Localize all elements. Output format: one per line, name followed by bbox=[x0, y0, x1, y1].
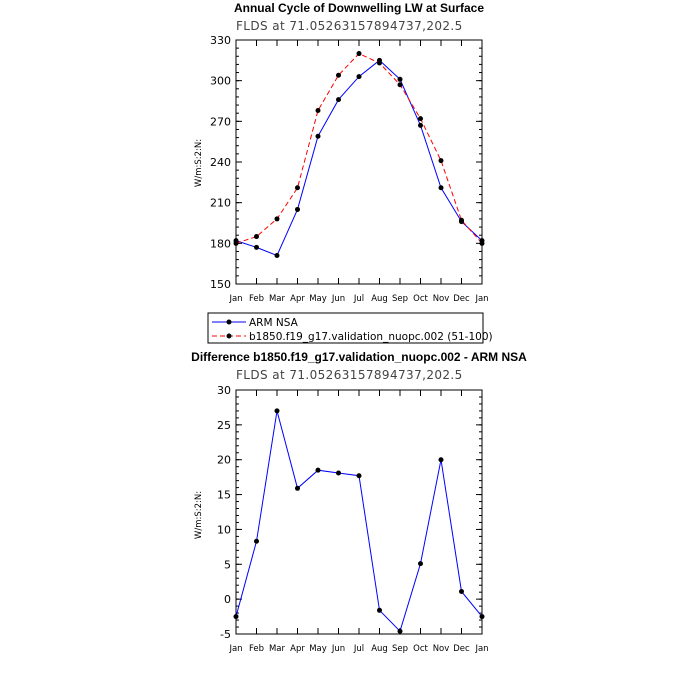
y-tick-label: 210 bbox=[210, 196, 231, 210]
chart-bottom-title: Difference b1850.f19_g17.validation_nuopc.002 - ARM NSA bbox=[191, 350, 527, 364]
series-0-point bbox=[459, 589, 464, 594]
x-tick-label: Apr bbox=[290, 294, 305, 304]
x-tick-label: Dec bbox=[453, 644, 470, 654]
legend-model-marker bbox=[227, 334, 232, 339]
y-tick-label: 25 bbox=[217, 418, 231, 432]
chart-top-ylabel: W/m:S:2:N: bbox=[194, 138, 204, 188]
series-0-point bbox=[357, 473, 362, 478]
series-1-point bbox=[275, 216, 280, 221]
series-1-point bbox=[336, 73, 341, 78]
x-tick-label: Jul bbox=[353, 294, 365, 304]
x-tick-label: Dec bbox=[453, 294, 470, 304]
chart-top-legend bbox=[208, 313, 493, 343]
series-0-point bbox=[316, 468, 321, 473]
x-tick-label: Sep bbox=[391, 294, 409, 304]
y-tick-label: 330 bbox=[210, 34, 231, 47]
x-tick-label: Jun bbox=[331, 294, 346, 304]
x-tick-label: Aug bbox=[371, 294, 388, 304]
chart-top-subtitle: FLDS at 71.05263157894737,202.5 bbox=[236, 19, 463, 33]
x-tick-label: Nov bbox=[432, 294, 450, 304]
series-1-point bbox=[459, 218, 464, 223]
series-1-point bbox=[234, 241, 239, 246]
series-1-point bbox=[316, 108, 321, 113]
series-0-point bbox=[439, 185, 444, 190]
x-tick-label: Mar bbox=[268, 644, 286, 654]
series-0-point bbox=[316, 134, 321, 139]
legend-arm-label: ARM NSA bbox=[249, 317, 298, 329]
x-tick-label: Feb bbox=[248, 644, 265, 654]
series-0-point bbox=[336, 470, 341, 475]
y-tick-label: 20 bbox=[217, 453, 231, 467]
x-tick-label: Oct bbox=[413, 294, 428, 304]
series-0-point bbox=[480, 614, 485, 619]
x-tick-label: Feb bbox=[248, 294, 265, 304]
y-tick-label: 270 bbox=[210, 115, 231, 129]
series-0-point bbox=[275, 253, 280, 258]
y-tick-label: 240 bbox=[210, 156, 231, 169]
series-0-point bbox=[418, 123, 423, 128]
series-line-0 bbox=[236, 60, 482, 255]
x-tick-label: Jan bbox=[475, 644, 489, 654]
series-1-point bbox=[377, 61, 382, 66]
chart-bottom-ylabel: W/m:S:2:N: bbox=[194, 490, 204, 540]
y-tick-label: 0 bbox=[224, 593, 231, 607]
chart-bottom-plot-frame bbox=[236, 390, 482, 634]
series-0-point bbox=[336, 97, 341, 102]
series-0-point bbox=[295, 486, 300, 491]
series-0-point bbox=[234, 614, 239, 619]
series-0-point bbox=[357, 74, 362, 79]
series-1-point bbox=[295, 185, 300, 190]
x-tick-label: Sep bbox=[391, 644, 409, 654]
series-1-point bbox=[439, 158, 444, 163]
x-tick-label: May bbox=[309, 644, 327, 654]
legend-arm-marker bbox=[227, 320, 232, 325]
y-tick-label: 150 bbox=[210, 278, 231, 291]
series-0-point bbox=[275, 408, 280, 413]
legend-model-label: b1850.f19_g17.validation_nuopc.002 (51-100) bbox=[249, 331, 493, 343]
series-1-point bbox=[480, 241, 485, 246]
series-0-point bbox=[254, 539, 259, 544]
series-line-1 bbox=[236, 54, 482, 244]
series-1-point bbox=[398, 82, 403, 87]
series-1-point bbox=[254, 234, 259, 239]
y-tick-label: 15 bbox=[217, 488, 231, 502]
x-tick-label: May bbox=[309, 294, 327, 304]
series-0-point bbox=[439, 457, 444, 462]
y-tick-label: -5 bbox=[220, 628, 231, 641]
y-tick-label: 5 bbox=[224, 558, 231, 572]
series-0-point bbox=[295, 207, 300, 212]
x-tick-label: Jan bbox=[229, 294, 243, 304]
y-tick-label: 30 bbox=[217, 384, 231, 397]
x-tick-label: Nov bbox=[432, 644, 450, 654]
y-tick-label: 300 bbox=[210, 74, 231, 88]
series-1-point bbox=[357, 51, 362, 56]
series-0-point bbox=[254, 245, 259, 250]
series-1-point bbox=[418, 116, 423, 121]
series-0-point bbox=[418, 561, 423, 566]
chart-top bbox=[194, 1, 489, 304]
x-tick-label: Jul bbox=[353, 644, 365, 654]
x-tick-label: Jan bbox=[229, 644, 243, 654]
x-tick-label: Mar bbox=[268, 294, 286, 304]
chart-top-title: Annual Cycle of Downwelling LW at Surface bbox=[233, 1, 485, 15]
series-0-point bbox=[398, 629, 403, 634]
x-tick-label: Apr bbox=[290, 644, 305, 654]
series-0-point bbox=[398, 77, 403, 82]
x-tick-label: Jan bbox=[475, 294, 489, 304]
y-tick-label: 10 bbox=[217, 523, 231, 537]
x-tick-label: Jun bbox=[331, 644, 346, 654]
x-tick-label: Aug bbox=[371, 644, 388, 654]
chart-bottom bbox=[191, 350, 527, 654]
chart-bottom-subtitle: FLDS at 71.05263157894737,202.5 bbox=[236, 368, 463, 382]
y-tick-label: 180 bbox=[210, 237, 231, 251]
x-tick-label: Oct bbox=[413, 644, 428, 654]
series-0-point bbox=[377, 608, 382, 613]
series-line-0 bbox=[236, 411, 482, 631]
